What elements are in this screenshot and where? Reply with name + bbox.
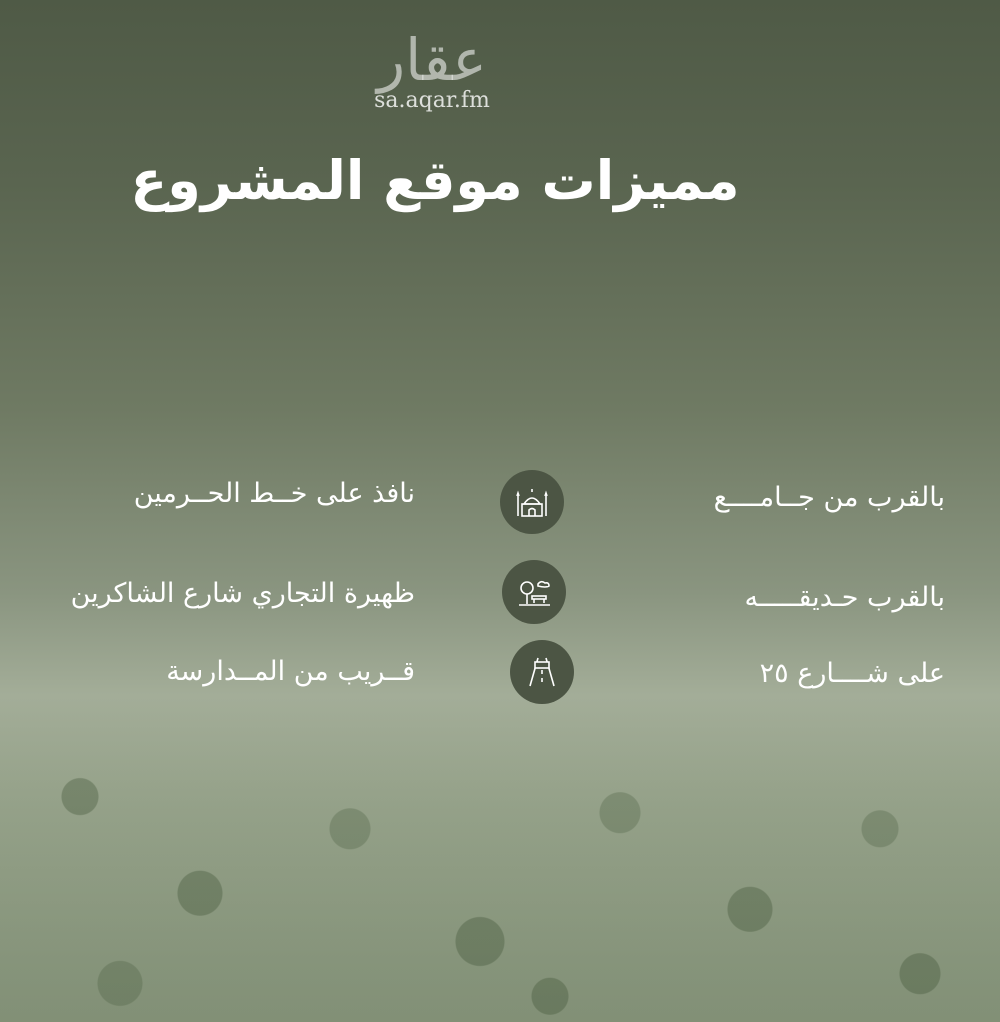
mosque-icon <box>500 470 564 534</box>
page-title: مميزات موقع المشروع <box>130 149 740 212</box>
road-icon <box>510 640 574 704</box>
feature-schools: قــريب من المــدارسة <box>166 656 415 687</box>
feature-commercial-street: ظهيرة التجاري شارع الشاكرين <box>70 578 415 609</box>
park-icon <box>502 560 566 624</box>
feature-mosque: بالقرب من جــامــــع <box>713 482 945 513</box>
watermark-logo <box>352 28 512 124</box>
feature-park: بالقرب حـديقـــــه <box>744 582 945 613</box>
logo-text: عقار <box>377 26 487 94</box>
feature-haramain-line: نافذ على خــط الحــرمين <box>133 478 415 509</box>
feature-street: على شــــارع ٢٥ <box>759 658 945 689</box>
logo-url: sa.aqar.fm <box>374 88 490 113</box>
aerial-background <box>0 700 1000 1022</box>
